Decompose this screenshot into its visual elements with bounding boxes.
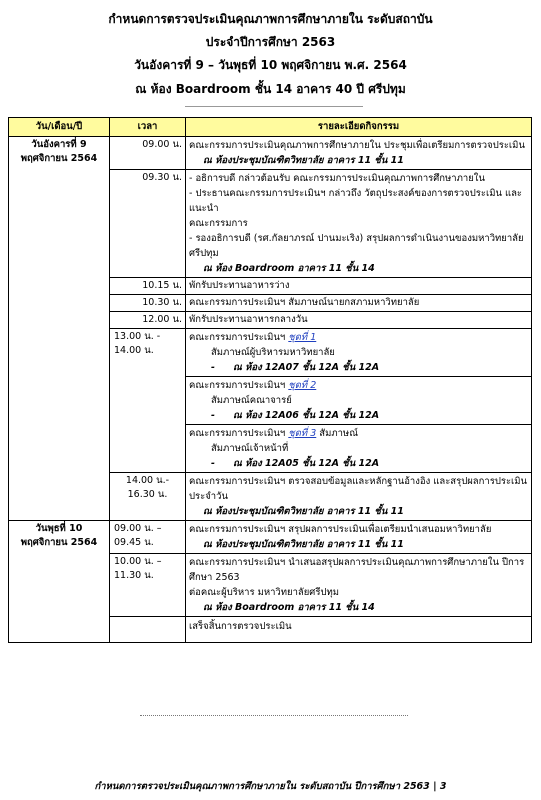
activity-cell <box>186 377 532 425</box>
column-header-date: วัน/เดือน/ปี <box>9 118 110 137</box>
time-cell: 12.00 น. <box>110 312 186 329</box>
document-title: กำหนดการตรวจประเมินคุณภาพการศึกษาภายใน ระดับสถาบัน <box>108 12 433 26</box>
activity-place: ณ ห้องประชุมบัณฑิตวิทยาลัย อาคาร 11 ชั้น 11 <box>203 155 404 166</box>
footer-divider <box>140 715 408 716</box>
date-cell-day2 <box>9 521 110 643</box>
page-footer: กำหนดการตรวจประเมินคุณภาพการศึกษาภายใน ระดับสถาบัน ปีการศึกษา 2563 | 3 <box>94 781 447 792</box>
activity-cell <box>186 554 532 617</box>
group-prefix: คณะกรรมการประเมินฯ <box>189 332 286 343</box>
time-cell: 13.00 น. - 14.00 น. <box>110 329 186 473</box>
activity-text: คณะกรรมการประเมินคุณภาพการศึกษาภายใน ประชุมเพื่อเตรียมการตรวจประเมิน <box>189 140 525 151</box>
room-item <box>189 408 528 423</box>
group-link-3[interactable]: ชุดที่ 3 <box>288 428 317 439</box>
activity-cell: พักรับประทานอาหารกลางวัน <box>186 312 532 329</box>
venue: ณ ห้อง Boardroom ชั้น 14 อาคาร 40 ปี ศรีปทุม <box>135 82 406 96</box>
table-row <box>9 521 532 554</box>
activity-place: ณ ห้องประชุมบัณฑิตวิทยาลัย อาคาร 11 ชั้น 11 <box>203 506 404 517</box>
date-cell-day1 <box>9 137 110 521</box>
room-text: ณ ห้อง 12A06 ชั้น 12A ชั้น 12A <box>233 410 380 421</box>
interview-item: สัมภาษณ์เจ้าหน้าที่ <box>211 443 289 454</box>
activity-cell <box>186 473 532 521</box>
time-cell: 10.00 น. – 11.30 น. <box>110 554 186 617</box>
activity-cell <box>186 521 532 554</box>
activity-text <box>189 330 528 345</box>
room-text: ณ ห้อง 12A07 ชั้น 12A ชั้น 12A <box>233 362 380 373</box>
interview-item: สัมภาษณ์คณาจารย์ <box>211 395 292 406</box>
activity-place: ณ ห้อง Boardroom อาคาร 11 ชั้น 14 <box>203 602 375 613</box>
time-cell: 09.30 น. <box>110 170 186 278</box>
activity-cell: คณะกรรมการประเมินฯ สัมภาษณ์นายกสภามหาวิทยาลัย <box>186 295 532 312</box>
group-suffix: สัมภาษณ์ <box>316 428 359 439</box>
activity-text <box>189 378 528 393</box>
date-line: พฤศจิกายน 2564 <box>20 153 98 164</box>
time-cell: 10.30 น. <box>110 295 186 312</box>
activity-text: - รองอธิการบดี (รศ.กัลยาภรณ์ ปานมะเริง) สรุปผลการดำเนินงานของมหาวิทยาลัยศรีปทุม <box>189 233 524 259</box>
activity-cell <box>186 425 532 473</box>
activity-place: ณ ห้อง Boardroom อาคาร 11 ชั้น 14 <box>203 263 375 274</box>
room-text: ณ ห้อง 12A05 ชั้น 12A ชั้น 12A <box>233 458 380 469</box>
table-header-row <box>9 118 532 137</box>
table-row <box>9 137 532 170</box>
group-prefix: คณะกรรมการประเมินฯ <box>189 428 286 439</box>
time-cell: 09.00 น. – 09.45 น. <box>110 521 186 554</box>
room-item <box>189 456 528 471</box>
bullet-dash: - <box>211 362 215 373</box>
activity-cell <box>186 170 532 278</box>
activity-text: - อธิการบดี กล่าวต้อนรับ คณะกรรมการประเมินคุณภาพการศึกษาภายใน <box>189 173 485 184</box>
date-line: พฤศจิกายน 2564 <box>20 537 98 548</box>
activity-cell <box>186 137 532 170</box>
bullet-dash: - <box>211 410 215 421</box>
group-prefix: คณะกรรมการประเมินฯ <box>189 380 286 391</box>
activity-text: คณะกรรมการประเมินฯ สรุปผลการประเมินเพื่อเตรียมนำเสนอมหาวิทยาลัย <box>189 524 492 535</box>
bullet-dash: - <box>211 458 215 469</box>
date-line: วันพุธที่ 10 <box>35 523 83 534</box>
column-header-activity: รายละเอียดกิจกรรม <box>186 118 532 137</box>
column-header-time: เวลา <box>110 118 186 137</box>
time-cell: 09.00 น. <box>110 137 186 170</box>
time-cell <box>110 617 186 643</box>
activity-text: คณะกรรมการประเมินฯ นำเสนอสรุปผลการประเมินคุณภาพการศึกษาภายใน ปีการศึกษา 2563 <box>189 557 525 583</box>
group-link-1[interactable]: ชุดที่ 1 <box>288 332 317 343</box>
academic-year: ประจำปีการศึกษา 2563 <box>205 35 336 49</box>
activity-text: ต่อคณะผู้บริหาร มหาวิทยาลัยศรีปทุม <box>189 587 339 598</box>
activity-cell <box>186 329 532 377</box>
activity-cell: พักรับประทานอาหารว่าง <box>186 278 532 295</box>
activity-text: - ประธานคณะกรรมการประเมินฯ กล่าวถึง วัตถุประสงค์ของการตรวจประเมิน และแนะนำ <box>189 188 523 214</box>
activity-text: คณะกรรมการ <box>189 218 248 229</box>
date-range: วันอังคารที่ 9 – วันพุธที่ 10 พฤศจิกายน พ.ศ. 2564 <box>134 58 407 72</box>
activity-cell: เสร็จสิ้นการตรวจประเมิน <box>186 617 532 643</box>
activity-place: ณ ห้องประชุมบัณฑิตวิทยาลัย อาคาร 11 ชั้น 11 <box>203 539 404 550</box>
time-cell: 10.15 น. <box>110 278 186 295</box>
activity-text: คณะกรรมการประเมินฯ ตรวจสอบข้อมูลและหลักฐานอ้างอิง และสรุปผลการประเมินประจำวัน <box>189 476 528 502</box>
date-line: วันอังคารที่ 9 <box>31 139 87 150</box>
interview-item: สัมภาษณ์ผู้บริหารมหาวิทยาลัย <box>211 347 335 358</box>
activity-text <box>189 426 528 441</box>
room-item <box>189 360 528 375</box>
time-cell: 14.00 น.- 16.30 น. <box>110 473 186 521</box>
schedule-table <box>8 117 532 643</box>
group-link-2[interactable]: ชุดที่ 2 <box>288 380 317 391</box>
header-divider <box>185 106 363 107</box>
